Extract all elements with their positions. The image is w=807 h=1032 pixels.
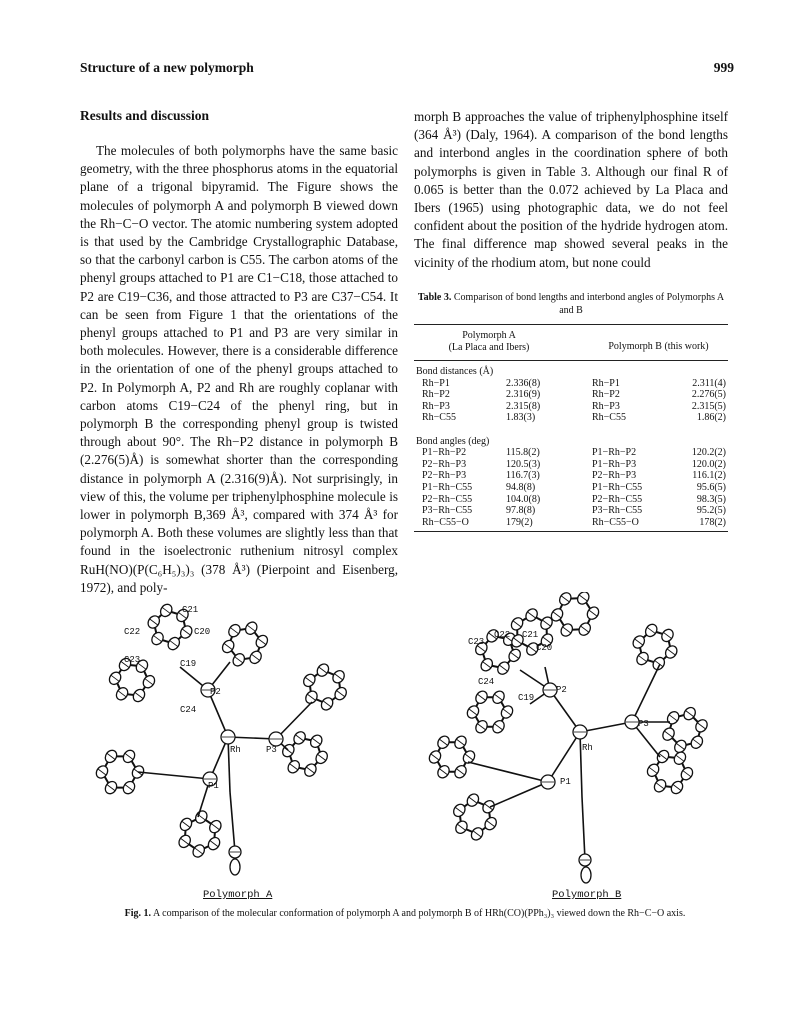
atom-label: C22 (124, 627, 141, 637)
cell-b-value: 116.1(2) (692, 470, 726, 482)
table-caption (414, 292, 728, 317)
cell-b-label: Rh−P2 (592, 389, 620, 401)
cell-b-value: 1.86(2) (696, 412, 726, 424)
table-bottom-rule (414, 531, 728, 532)
cell-b-label: P3−Rh−C55 (592, 505, 643, 517)
bond (468, 762, 548, 782)
section-label: Bond distances (Å) (416, 366, 494, 377)
bond (548, 732, 580, 782)
table-row (414, 378, 728, 390)
bond (208, 690, 228, 737)
table-caption-text: Comparison of bond lengths and interbond angles of Polymorphs A and B (453, 292, 725, 316)
cell-a-label: P1−Rh−P2 (422, 447, 467, 459)
cell-b-value: 95.2(5) (696, 505, 726, 517)
cell-a-value: 97.8(8) (506, 505, 536, 517)
cell-a-label: P2−Rh−C55 (422, 493, 473, 505)
cell-a-value: 94.8(8) (506, 482, 536, 493)
molecule-polymorph-a (94, 602, 349, 875)
atom-label: C24 (180, 705, 197, 715)
cell-b-label: Rh−C55−O (592, 516, 639, 528)
table-row (414, 412, 728, 424)
cell-a-value: 120.5(3) (506, 458, 541, 470)
cell-a-value: 179(2) (506, 516, 533, 528)
atom-label: P2 (210, 687, 221, 697)
cell-a-value: 104.0(8) (506, 493, 541, 505)
cell-a-value: 116.7(3) (506, 470, 540, 482)
atom-label: C24 (478, 677, 495, 687)
table-row (414, 459, 728, 471)
atom-label: P3 (266, 745, 277, 755)
bond (490, 782, 548, 807)
table-header-a-line1: Polymorph A (462, 330, 516, 341)
bond (580, 732, 582, 797)
atom-label: Rh (230, 745, 241, 755)
cell-b-value: 120.2(2) (691, 447, 726, 459)
cell-b-label: Rh−P1 (592, 377, 620, 389)
atom-label: C20 (536, 643, 553, 653)
cell-a-value: 1.83(3) (506, 412, 536, 424)
table-row (414, 470, 728, 482)
table-row (414, 505, 728, 517)
atom-label: C23 (468, 637, 485, 647)
section-title: Results and discussion (80, 108, 210, 123)
bond (632, 664, 660, 722)
left-paragraph: The molecules of both polymorphs have the same basic geometry, with the three phosphorus atoms in the equatorial plane of a trigonal bipyramid. The Figure shows the molecules of polymorph A and polymorph B viewed down the Rh−C−O vector. The atomic numbering system adopted is that used by the Cambridge Crystallographic Database, so that the carbonyl carbon is C55. The carbon atoms of the phenyl groups attached to P1 are C1−C18, those attached to P2 are C19−C36, and those attracted to P3 are C37−C54. It can be seen from Figure 1 that the orientations of the phenyl groups attached to P1 and P3 are very similar in both molecules. However, there is a considerable difference in the orientation of one of the phenyl groups attached to P2. In Polymorph A, P2 and Rh are roughly coplanar with carbon atoms C19−C24 of the phenyl ring, but in polymorph B the corresponding phenyl group is twisted through about 90°. The Rh−P2 distance in polymorph B (2.276(5)Å) is somewhat shorter than the corresponding distance in polymorph A (2.316(9)Å). Not surprisingly, in view of this, the volume per triphenylphosphine molecule is lower in polymorph B,369 Å³, compared with 374 Å³ for polymorph A. Both these volumes are slightly less than that found in the isoelectronic ruthenium nitrosyl complex RuH(NO)(P(C₆H₅)₃)₃ (378 Å³) (Pierpoint and Eisenberg, 1972), and poly- (80, 143, 398, 595)
table-row (414, 389, 728, 401)
cell-b-label: P2−Rh−C55 (592, 493, 643, 505)
table-section-distances (414, 366, 728, 378)
atom-label: C19 (518, 693, 535, 703)
page-number: 999 (713, 60, 734, 75)
atom-ellipsoid (575, 592, 591, 606)
atom-label: C22 (494, 630, 511, 640)
cell-a-label: P2−Rh−P3 (422, 470, 467, 482)
bond (230, 792, 235, 852)
cell-a-label: P3−Rh−C55 (422, 505, 473, 517)
cell-a-label: Rh−C55−O (422, 516, 469, 528)
bond (276, 702, 312, 739)
table-caption-label: Table 3. (417, 292, 452, 303)
table-header-rule (414, 360, 728, 361)
cell-b-label: P1−Rh−P3 (592, 458, 637, 470)
bond (580, 722, 632, 732)
table-top-rule (414, 324, 728, 325)
cell-b-label: Rh−P3 (592, 400, 620, 412)
atom-label: P3 (638, 719, 649, 729)
cell-b-value: 2.311(4) (692, 377, 726, 389)
ortep-figure (80, 592, 730, 892)
cell-b-value: 120.0(2) (691, 458, 726, 470)
cell-b-value: 98.3(5) (696, 493, 726, 505)
cell-b-value: 2.315(5) (691, 400, 726, 412)
cell-a-label: Rh−P3 (422, 400, 450, 412)
cell-b-label: P1−Rh−C55 (592, 482, 643, 493)
cell-a-value: 115.8(2) (506, 447, 540, 459)
molecule-polymorph-b (427, 592, 709, 883)
cell-a-value: 2.315(8) (506, 400, 541, 412)
figure-label-b: Polymorph B (552, 889, 622, 901)
cell-a-label: P2−Rh−P3 (422, 458, 467, 470)
bond (582, 797, 585, 860)
table-row (414, 447, 728, 459)
cell-b-value: 178(2) (699, 516, 726, 528)
atom-ellipsoid (557, 592, 573, 607)
right-paragraph: morph B approaches the value of triphenylphosphine itself (364 Å³) (Daly, 1964). A comparison of the bond lengths and interbond angles in the coordination sphere of both polymorphs is given in Table 3. Although our final R of 0.065 is better than the 0.072 achieved by La Placa and Ibers (1965) using photographic data, we do not feel confident about the position of the hydride hydrogen atom. The final difference map showed several peaks in the vicinity of the rhodium atom, but none could (414, 109, 728, 270)
bond (138, 772, 210, 779)
atom-label: P1 (208, 781, 219, 791)
figure-caption-label: Fig. 1. (124, 908, 152, 919)
atom-label: C19 (180, 659, 197, 669)
atom-label: C23 (124, 655, 141, 665)
bond (550, 690, 580, 732)
cell-b-value: 95.6(5) (696, 482, 726, 493)
figure-caption (80, 908, 730, 921)
table-row (414, 401, 728, 413)
atom-label: C20 (194, 627, 211, 637)
atom-label: P2 (556, 685, 567, 695)
cell-b-label: P2−Rh−P3 (592, 470, 637, 482)
section-label: Bond angles (deg) (416, 435, 490, 447)
atom-label: P1 (560, 777, 571, 787)
table-section-angles (414, 436, 728, 448)
left-column (80, 142, 398, 597)
oxygen-atom (581, 867, 591, 883)
atom-label: C21 (182, 605, 199, 615)
figure-label-a: Polymorph A (203, 889, 273, 901)
cell-a-label: Rh−P2 (422, 389, 450, 401)
cell-b-value: 2.276(5) (691, 389, 726, 401)
table-row (414, 482, 728, 494)
oxygen-atom (230, 859, 240, 875)
table-header-b: Polymorph B (this work) (608, 341, 709, 352)
cell-b-label: Rh−C55 (592, 412, 626, 424)
cell-a-label: Rh−C55 (422, 412, 456, 424)
table-header-a-line2: (La Placa and Ibers) (448, 341, 530, 353)
right-column (414, 108, 728, 272)
table-row (414, 494, 728, 506)
running-title: Structure of a new polymorph (80, 60, 254, 75)
cell-b-label: P1−Rh−P2 (592, 447, 637, 459)
cell-a-value: 2.316(9) (506, 389, 541, 401)
table-row (414, 517, 728, 529)
figure-caption-text: A comparison of the molecular conformation of polymorph A and polymorph B of HRh(CO)(PPh₃)₃ viewed down the Rh−C−O axis. (152, 908, 686, 919)
cell-a-label: P1−Rh−C55 (422, 482, 473, 493)
table-header-a (414, 330, 564, 353)
cell-a-value: 2.336(8) (506, 377, 541, 389)
cell-a-label: Rh−P1 (422, 377, 450, 389)
atom-label: C21 (522, 630, 539, 640)
atom-label: Rh (582, 743, 593, 753)
